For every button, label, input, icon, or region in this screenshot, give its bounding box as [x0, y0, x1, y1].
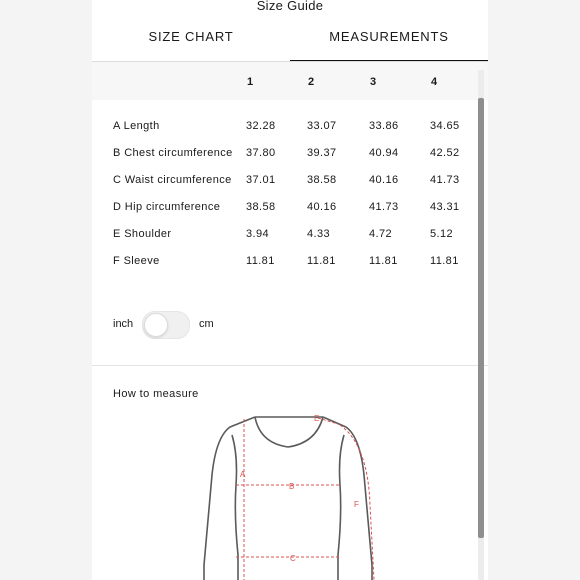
- table-cell: 39.37: [307, 147, 337, 159]
- measure-label-a: A: [240, 470, 246, 479]
- table-cell: 43.31: [430, 201, 460, 213]
- table-header-band: [92, 62, 488, 100]
- tab-size-chart[interactable]: SIZE CHART: [148, 29, 234, 44]
- unit-label-inch: inch: [113, 318, 134, 330]
- unit-label-cm: cm: [199, 318, 214, 330]
- garment-inner-seam: [232, 435, 238, 580]
- garment-inner-seam: [338, 435, 344, 580]
- table-cell: 38.58: [307, 174, 337, 186]
- table-cell: 11.81: [369, 255, 398, 267]
- table-cell: 34.65: [430, 120, 460, 132]
- unit-toggle-switch[interactable]: [142, 311, 190, 339]
- section-divider: [92, 365, 488, 366]
- table-cell: 4.33: [307, 228, 331, 240]
- table-cell: 32.28: [246, 120, 276, 132]
- table-cell: 38.58: [246, 201, 276, 213]
- table-cell: 41.73: [369, 201, 399, 213]
- row-label-hip: D Hip circumference: [113, 201, 221, 213]
- scrollbar-thumb[interactable]: [478, 98, 484, 538]
- garment-body-outline: [204, 417, 255, 580]
- table-cell: 40.16: [369, 174, 399, 186]
- column-header-2: 2: [308, 76, 315, 88]
- tab-measurements[interactable]: MEASUREMENTS: [290, 24, 488, 62]
- how-to-measure-heading: How to measure: [113, 388, 199, 400]
- table-cell: 11.81: [307, 255, 336, 267]
- garment-measurement-diagram: [200, 405, 380, 580]
- scrollbar-track[interactable]: [478, 70, 484, 580]
- table-cell: 40.94: [369, 147, 399, 159]
- table-cell: 5.12: [430, 228, 454, 240]
- table-cell: 11.81: [430, 255, 459, 267]
- row-label-shoulder: E Shoulder: [113, 228, 172, 240]
- page-title: Size Guide: [256, 0, 324, 13]
- measure-label-b: B: [289, 482, 295, 491]
- size-guide-panel: [92, 0, 488, 580]
- table-cell: 40.16: [307, 201, 337, 213]
- toggle-knob: [144, 313, 168, 337]
- table-cell: 33.86: [369, 120, 399, 132]
- table-cell: 11.81: [246, 255, 275, 267]
- measure-label-c: C: [290, 554, 296, 563]
- table-cell: 4.72: [369, 228, 393, 240]
- row-label-length: A Length: [113, 120, 160, 132]
- table-cell: 33.07: [307, 120, 337, 132]
- table-cell: 37.80: [246, 147, 276, 159]
- row-label-waist: C Waist circumference: [113, 174, 232, 186]
- row-label-chest: B Chest circumference: [113, 147, 233, 159]
- table-cell: 37.01: [246, 174, 276, 186]
- garment-body-outline: [323, 417, 372, 580]
- column-header-3: 3: [370, 76, 377, 88]
- measure-label-f: F: [354, 500, 359, 509]
- tab-bar: [92, 24, 488, 62]
- table-cell: 3.94: [246, 228, 270, 240]
- column-header-4: 4: [431, 76, 438, 88]
- table-cell: 42.52: [430, 147, 460, 159]
- table-cell: 41.73: [430, 174, 460, 186]
- column-header-1: 1: [247, 76, 254, 88]
- row-label-sleeve: F Sleeve: [113, 255, 160, 267]
- garment-neckline: [255, 417, 323, 447]
- measure-label-e: E: [314, 414, 320, 423]
